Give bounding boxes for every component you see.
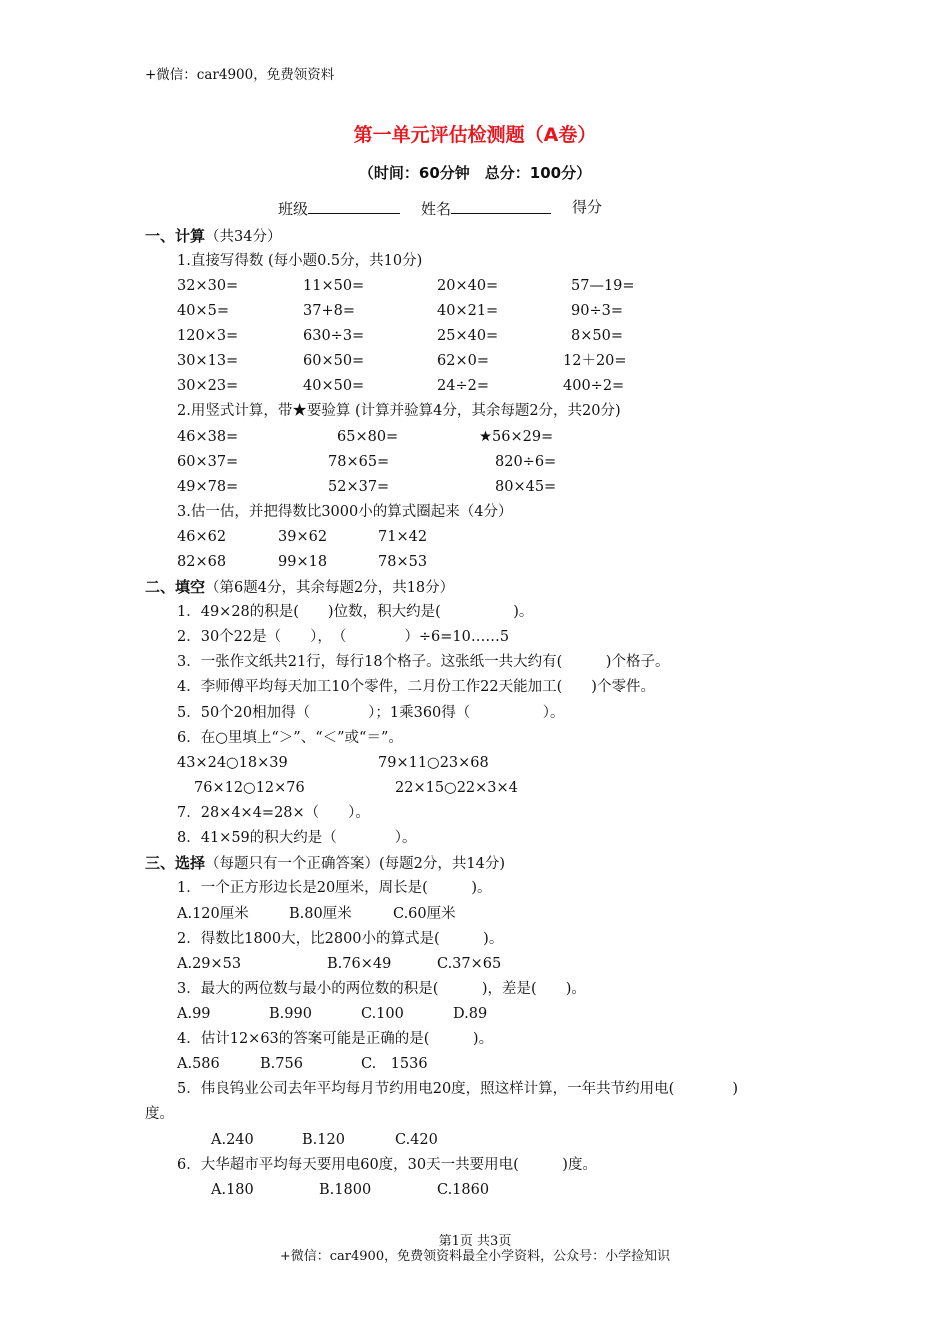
q3-item: 39×62 <box>278 529 328 545</box>
q1-item: 20×40= <box>437 278 499 294</box>
choice-question: 3．最大的两位数与最小的两位数的积是( )，差是( )。 <box>177 981 586 997</box>
q1-item: 400÷2= <box>563 378 625 394</box>
name-blank[interactable] <box>451 197 551 214</box>
q1-item: 40×50= <box>303 378 365 394</box>
choice-option[interactable]: A.240 <box>211 1132 254 1148</box>
footer-note: +微信：car4900，免费领资料最全小学资料，公众号：小学捡知识 <box>279 1249 671 1264</box>
q1-item: 40×5= <box>177 303 229 319</box>
q2-title: 2.用竖式计算，带★要验算 (计算并验算4分，其余每题2分，共20分) <box>177 403 621 419</box>
q1-item: 25×40= <box>437 328 499 344</box>
compare-item: 76×12○12×76 <box>194 780 305 796</box>
fill-item: 2．30个22是（ ）， （ ）÷6=10……5 <box>177 629 510 645</box>
choice-option[interactable]: C.100 <box>361 1006 404 1022</box>
q1-item: 30×13= <box>177 353 239 369</box>
q1-item: 40×21= <box>437 303 499 319</box>
section2-score: （第6题4分，其余每题2分，共18分） <box>205 580 455 596</box>
q2-item: 65×80= <box>337 429 399 445</box>
q1-item: 11×50= <box>303 278 365 294</box>
q1-item: 24÷2= <box>437 378 489 394</box>
page-subtitle: （时间：60分钟 总分：100分） <box>358 164 592 182</box>
q2-item: 820÷6= <box>495 454 557 470</box>
q1-item: 30×23= <box>177 378 239 394</box>
compare-item: 79×11○23×68 <box>378 755 489 771</box>
q1-item: 60×50= <box>303 353 365 369</box>
fill-item: 5．50个20相加得（ ）；1乘360得（ ）。 <box>177 705 565 721</box>
name-label: 姓名 <box>421 200 452 218</box>
q2-item: ★56×29= <box>479 429 554 445</box>
page-number: 第1页 共3页 <box>438 1234 512 1249</box>
q1-item: 62×0= <box>437 353 489 369</box>
choice-question: 6．大华超市平均每天要用电60度，30天一共要用电( )度。 <box>177 1157 597 1173</box>
q2-item: 52×37= <box>328 479 390 495</box>
choice-option[interactable]: A.180 <box>211 1182 254 1198</box>
compare-item: 43×24○18×39 <box>177 755 288 771</box>
fill-item: 1．49×28的积是( )位数，积大约是( )。 <box>177 604 534 620</box>
score-label: 得分 <box>572 198 603 216</box>
fill-item: 7．28×4×4=28×（ ）。 <box>177 805 370 821</box>
q1-item: 32×30= <box>177 278 239 294</box>
fill-item: 6．在○里填上“＞”、“＜”或“＝”。 <box>177 730 403 746</box>
choice-question: 5．伟良钨业公司去年平均每月节约用电20度，照这样计算，一年共节约用电( ) <box>177 1081 738 1097</box>
section2-heading <box>145 577 454 598</box>
section3-title: 三、选择 <box>145 854 206 872</box>
choice-option[interactable]: A.99 <box>177 1006 211 1022</box>
choice-option[interactable]: B.76×49 <box>327 956 392 972</box>
section3-heading <box>145 853 505 874</box>
choice-option[interactable]: C.420 <box>395 1132 438 1148</box>
q3-item: 99×18 <box>278 554 328 570</box>
q1-item: 8×50= <box>571 328 623 344</box>
class-field <box>278 197 400 219</box>
q1-item: 120×3= <box>177 328 239 344</box>
class-label: 班级 <box>278 200 309 218</box>
choice-option[interactable]: B.120 <box>302 1132 345 1148</box>
choice-option[interactable]: B.1800 <box>319 1182 372 1198</box>
q2-item: 49×78= <box>177 479 239 495</box>
header-note: +微信：car4900，免费领资料 <box>145 67 335 83</box>
choice-option[interactable]: C. 1536 <box>361 1056 428 1072</box>
q3-item: 71×42 <box>378 529 428 545</box>
q1-item: 12＋20= <box>563 353 627 369</box>
section1-heading <box>145 226 281 247</box>
choice-option[interactable]: C.37×65 <box>437 956 502 972</box>
choice-option[interactable]: B.990 <box>269 1006 312 1022</box>
choice-option[interactable]: A.29×53 <box>177 956 242 972</box>
q2-item: 46×38= <box>177 429 239 445</box>
q3-item: 78×53 <box>378 554 428 570</box>
choice-question: 2．得数比1800大，比2800小的算式是( )。 <box>177 931 504 947</box>
q1-title: 1.直接写得数 (每小题0.5分，共10分) <box>177 253 423 269</box>
section1-title: 一、计算 <box>145 227 206 245</box>
choice-option[interactable]: B.756 <box>260 1056 303 1072</box>
class-blank[interactable] <box>308 197 400 214</box>
q3-item: 82×68 <box>177 554 227 570</box>
q2-item: 78×65= <box>328 454 390 470</box>
fill-item: 8．41×59的积大约是（ ）。 <box>177 830 417 846</box>
q1-item: 37+8= <box>303 303 355 319</box>
section2-title: 二、填空 <box>145 578 206 596</box>
q3-item: 46×62 <box>177 529 227 545</box>
name-field <box>421 197 551 219</box>
choice-question-cont: 度。 <box>145 1106 174 1122</box>
choice-question: 4．估计12×63的答案可能是正确的是( )。 <box>177 1031 494 1047</box>
section3-score: （每题只有一个正确答案）(每题2分，共14分) <box>205 856 506 872</box>
choice-option[interactable]: A.586 <box>177 1056 220 1072</box>
q1-item: 57—19= <box>571 278 635 294</box>
q1-item: 90÷3= <box>571 303 623 319</box>
q3-title: 3.估一估，并把得数比3000小的算式圈起来（4分） <box>177 504 513 520</box>
section1-score: （共34分） <box>205 229 282 245</box>
q2-item: 60×37= <box>177 454 239 470</box>
q2-item: 80×45= <box>495 479 557 495</box>
fill-item: 4．李师傅平均每天加工10个零件，二月份工作22天能加工( )个零件。 <box>177 679 655 695</box>
fill-item: 3．一张作文纸共21行，每行18个格子。这张纸一共大约有( )个格子。 <box>177 654 670 670</box>
choice-option[interactable]: C.1860 <box>437 1182 490 1198</box>
compare-item: 22×15○22×3×4 <box>395 780 518 796</box>
choice-option[interactable]: B.80厘米 <box>289 906 352 922</box>
choice-question: 1．一个正方形边长是20厘米，周长是( )。 <box>177 880 492 896</box>
q1-item: 630÷3= <box>303 328 365 344</box>
choice-option[interactable]: A.120厘米 <box>177 906 249 922</box>
page-title: 第一单元评估检测题（A卷） <box>353 124 597 146</box>
choice-option[interactable]: C.60厘米 <box>393 906 456 922</box>
choice-option[interactable]: D.89 <box>453 1006 488 1022</box>
